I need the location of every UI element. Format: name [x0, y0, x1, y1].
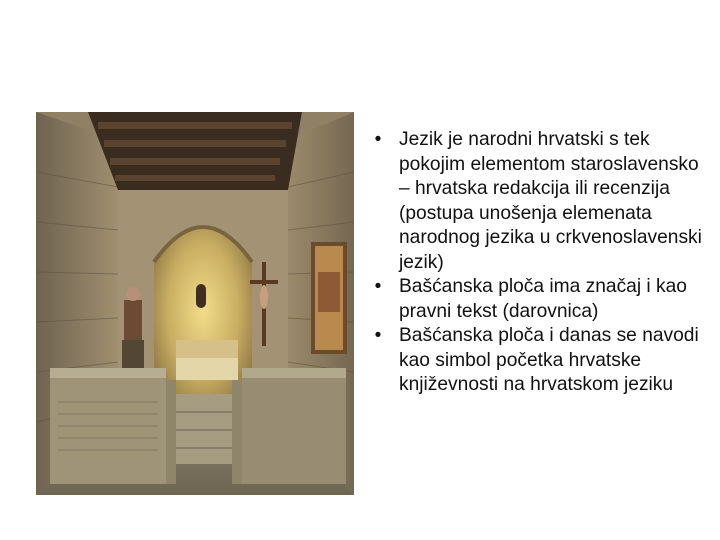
bullet-list [366, 128, 706, 398]
bullet-text: Jezik je narodni hrvatski s tek pokojim elementom staroslavensko – hrvatska redakcija ili recenzija (postupa unošenja elemenata narodnog jezika u crkvenoslavenski jezik) [399, 129, 702, 273]
bullet-marker: • [374, 129, 382, 150]
church-interior-illustration [36, 112, 354, 495]
bullet-marker: • [374, 276, 382, 297]
bullet-text: Bašćanska ploča i danas se navodi kao simbol početka hrvatske književnosti na hrvatskom jeziku [399, 325, 699, 395]
list-item [366, 324, 706, 398]
bullet-text: Bašćanska ploča ima značaj i kao pravni tekst (darovnica) [399, 276, 687, 322]
bullet-marker: • [374, 325, 382, 346]
list-item [366, 275, 706, 324]
church-interior-photo [36, 112, 354, 495]
list-item [366, 128, 706, 275]
